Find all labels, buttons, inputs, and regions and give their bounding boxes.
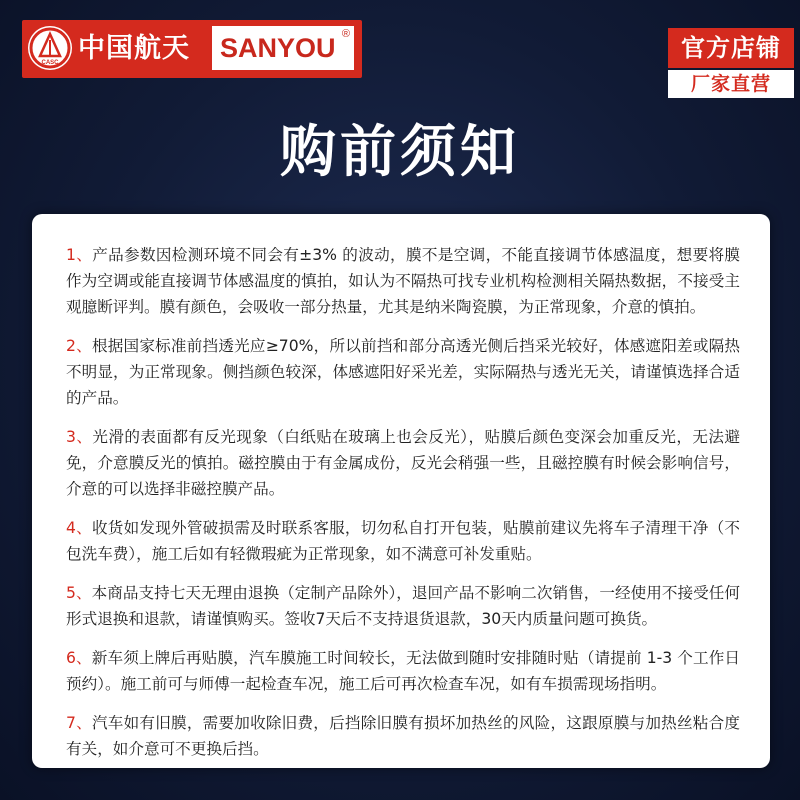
notice-number: 3、 [66, 428, 93, 446]
notice-text: 收货如发现外管破损需及时联系客服，切勿私自打开包装，贴膜前建议先将车子清理干净（不包洗车费），施工后如有轻微瑕疵为正常现象，如不满意可补发重贴。 [66, 519, 740, 563]
notice-text: 新车须上牌后再贴膜，汽车膜施工时间较长，无法做到随时安排随时贴（请提前 1-3 个工作日预约）。施工前可与师傅一起检查车况，施工后可再次检查车况，如有车损需现场指明。 [66, 649, 741, 693]
notice-number: 6、 [66, 649, 92, 667]
notice-item [66, 580, 740, 632]
brand-logo [22, 20, 362, 78]
sanyou-logo [212, 26, 354, 70]
brand-cn-name: 中国航天 [78, 33, 190, 64]
notice-text: 汽车如有旧膜，需要加收除旧费，后挡除旧膜有损坏加热丝的风险，这跟原膜与加热丝粘合度有关，如介意可不更换后挡。 [66, 714, 740, 758]
notice-number: 4、 [66, 519, 92, 537]
notice-text: 产品参数因检测环境不同会有±3% 的波动，膜不是空调，不能直接调节体感温度，想要将膜作为空调或能直接调节体感温度的慎拍，如认为不隔热可找专业机构检测相关隔热数据，不接受主观臆断评判。膜有颜色，会吸收一部分热量，尤其是纳米陶瓷膜，为正常现象，介意的慎拍。 [66, 246, 741, 316]
notice-item [66, 710, 740, 762]
notice-item [66, 333, 740, 411]
notice-list [66, 242, 740, 775]
notice-text: 根据国家标准前挡透光应≥70%，所以前挡和部分高透光侧后挡采光较好，体感遮阳差或隔热不明显，为正常现象。侧挡颜色较深，体感遮阳好采光差，实际隔热与透光无关，请谨慎选择合适的产品。 [66, 337, 741, 407]
header [0, 0, 800, 95]
sanyou-logo-text: SANYOU [220, 33, 336, 63]
notice-number: 5、 [66, 584, 92, 602]
registered-mark: ® [341, 28, 350, 40]
notice-number: 7、 [66, 714, 92, 732]
notice-text: 本商品支持七天无理由退换（定制产品除外），退回产品不影响二次销售，一经使用不接受任何形式退换和退款，请谨慎购买。签收7天后不支持退货退款，30天内质量问题可换货。 [66, 584, 740, 628]
page-title: 购前须知 [280, 120, 520, 185]
notice-number: 2、 [66, 337, 92, 355]
factory-direct-badge: 厂家直营 [668, 70, 794, 98]
notice-card [32, 214, 770, 768]
notice-item [66, 242, 740, 320]
notice-number: 1、 [66, 246, 93, 264]
notice-item [66, 515, 740, 567]
casc-emblem-icon [28, 26, 72, 70]
notice-item [66, 645, 740, 697]
official-store-badge: 官方店铺 [668, 28, 794, 68]
casc-label: CASC [41, 60, 59, 66]
notice-item [66, 424, 740, 502]
notice-text: 光滑的表面都有反光现象（白纸贴在玻璃上也会反光），贴膜后颜色变深会加重反光，无法避免，介意膜反光的慎拍。磁控膜由于有金属成份，反光会稍强一些，且磁控膜有时候会影响信号，介意的可以选择非磁控膜产品。 [66, 428, 741, 498]
